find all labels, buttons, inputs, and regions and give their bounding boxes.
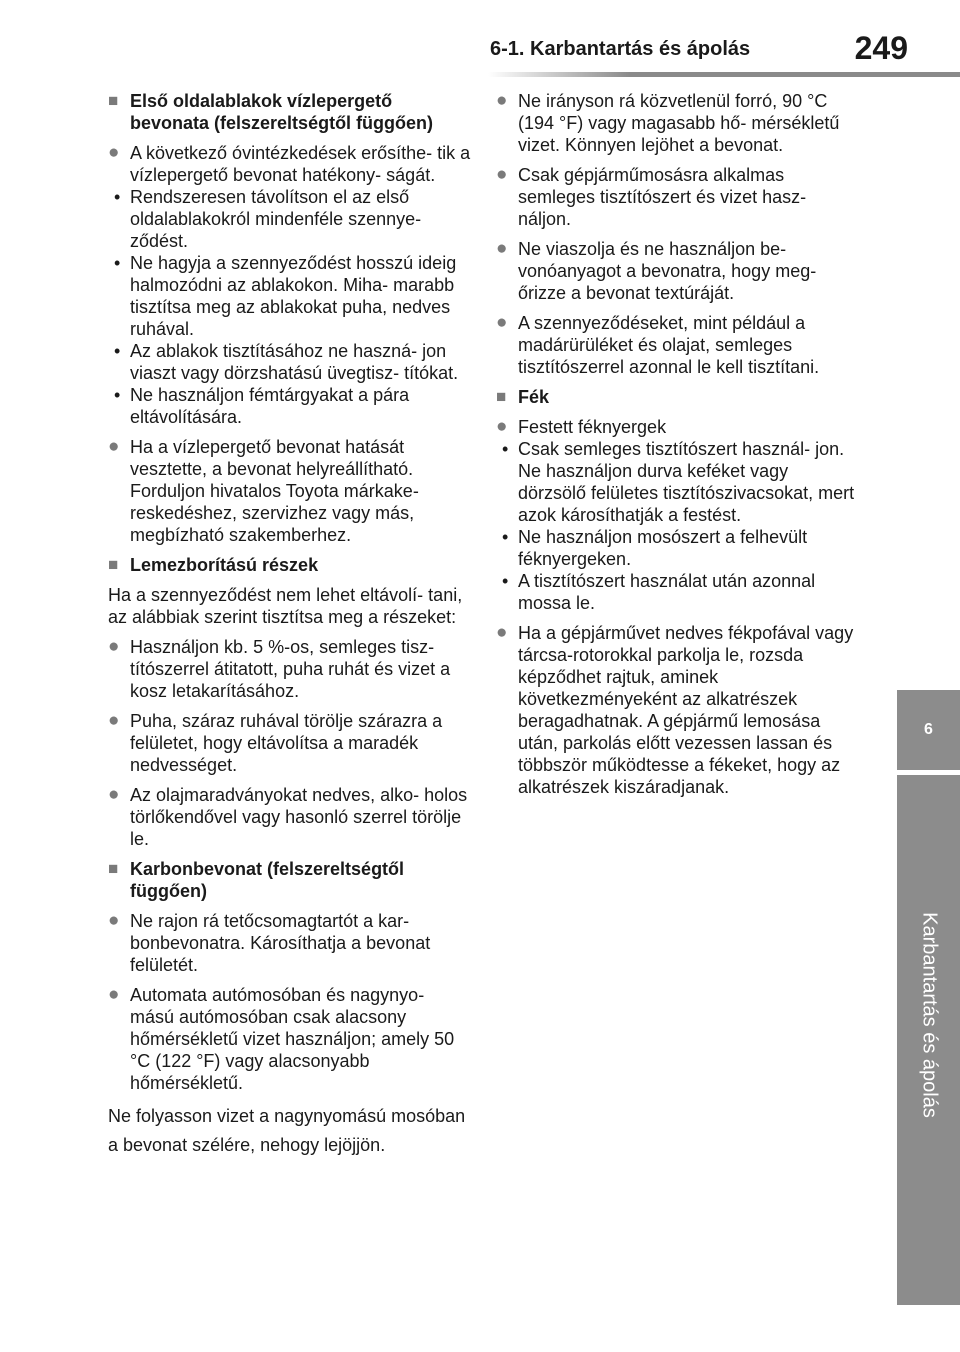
circle-bullet-icon: ● <box>496 90 508 111</box>
bullet-item <box>108 910 473 976</box>
section-heading <box>108 90 473 134</box>
bullet-text: Az olajmaradványokat nedves, alko- holos törlőkendővel vagy hasonló szerrel törölje le. <box>130 785 468 849</box>
circle-bullet-icon: ● <box>108 910 120 931</box>
sub-item-text: Ne használjon fémtárgyakat a pára eltávolítására. <box>130 385 410 427</box>
bullet-text: Ne rajon rá tetőcsomagtartót a kar- bonbevonatra. Károsíthatja a bevonat felületét. <box>130 911 431 975</box>
circle-bullet-icon: ● <box>108 142 120 163</box>
bullet-item <box>108 784 473 850</box>
dot-icon: • <box>502 439 509 459</box>
bullet-item <box>108 710 473 776</box>
chapter-title: 6-1. Karbantartás és ápolás <box>490 38 751 60</box>
bullet-item <box>108 436 473 546</box>
chapter-tab-label: Karbantartás és ápolás <box>918 912 940 1118</box>
header-rule <box>488 72 960 77</box>
right-column <box>496 90 856 806</box>
circle-bullet-icon: ● <box>496 416 508 437</box>
circle-bullet-icon: ● <box>496 238 508 259</box>
dot-icon: • <box>114 187 121 207</box>
sub-item <box>496 570 856 614</box>
dot-icon: • <box>502 571 509 591</box>
bullet-text: Használjon kb. 5 %-os, semleges tisz- títószerrel átitatott, puha ruhát és vizet a kosz letakarításához. <box>130 637 451 701</box>
circle-bullet-icon: ● <box>108 636 120 657</box>
dot-icon: • <box>114 253 121 273</box>
bullet-item <box>496 164 856 230</box>
bullet-item <box>108 142 473 186</box>
bullet-block <box>108 142 473 428</box>
sub-item <box>108 252 473 340</box>
bullet-item <box>496 416 856 438</box>
bullet-block <box>496 416 856 614</box>
sub-item-text: Ne hagyja a szennyeződést hosszú ideig halmozódni az ablakokon. Miha- marabb tisztítsa meg az ablakokat puha, nedves ruhával. <box>130 253 457 339</box>
sub-item-text: Csak semleges tisztítószert használ- jon. Ne használjon durva keféket vagy dörzsölő felületes tisztítószivacsokat, mert azok károsíthatják a festést. <box>518 439 855 525</box>
bullet-text: Automata autómosóban és nagynyo- mású autómosóban csak alacsony hőmérsékletű vizet használjon; amely 50 °C (122 °F) vagy alacsonyabb hőmérsékletű. <box>130 985 455 1093</box>
bullet-text: A következő óvintézkedések erősíthe- tik a vízlepergető bevonat hatékony- ságát. <box>130 143 471 185</box>
dot-icon: • <box>114 385 121 405</box>
left-column <box>108 90 473 1168</box>
sub-item-text: A tisztítószert használat után azonnal mossa le. <box>518 571 816 613</box>
dot-icon: • <box>114 341 121 361</box>
circle-bullet-icon: ● <box>496 164 508 185</box>
chapter-tab <box>897 775 960 1305</box>
bullet-text: Csak gépjárműmosásra alkalmas semleges tisztítószert és vizet hasz- náljon. <box>518 165 807 229</box>
section-heading <box>496 386 856 408</box>
heading-text: Első oldalablakok vízlepergető bevonata (felszereltségtől függően) <box>130 91 434 133</box>
bullet-item <box>108 636 473 702</box>
bullet-text: Ne viaszolja és ne használjon be- vonóanyagot a bevonatra, hogy meg- őrizze a bevonat textúráját. <box>518 239 817 303</box>
bullet-text: A szennyeződéseket, mint például a madárürüléket és olajat, semleges tisztítószerrel azonnal le kell tisztítani. <box>518 313 820 377</box>
paragraph: Ha a szennyeződést nem lehet eltávolí- tani, az alábbiak szerint tisztítsa meg a részeket: <box>108 585 463 627</box>
square-bullet-icon: ■ <box>496 387 507 406</box>
circle-bullet-icon: ● <box>108 710 120 731</box>
bullet-item <box>496 622 856 798</box>
chapter-tab-number: 6 <box>897 690 960 770</box>
heading-text: Lemezborítású részek <box>130 555 319 575</box>
bullet-item <box>108 984 473 1094</box>
circle-bullet-icon: ● <box>108 436 120 457</box>
circle-bullet-icon: ● <box>108 984 120 1005</box>
paragraph: Ne folyasson vizet a nagynyomású mosóban a bevonat szélére, nehogy lejöjjön. <box>108 1106 466 1155</box>
sub-list <box>108 186 473 428</box>
square-bullet-icon: ■ <box>108 91 119 110</box>
sub-item <box>108 384 473 428</box>
page-number: 249 <box>854 30 908 66</box>
sub-list <box>496 438 856 614</box>
heading-text: Karbonbevonat (felszereltségtől függően) <box>130 859 405 901</box>
sub-item <box>108 340 473 384</box>
sub-item <box>496 438 856 526</box>
section-heading <box>108 858 473 902</box>
dot-icon: • <box>502 527 509 547</box>
section-heading <box>108 554 473 576</box>
sub-item <box>496 526 856 570</box>
square-bullet-icon: ■ <box>108 555 119 574</box>
sub-item-text: Rendszeresen távolítson el az első oldalablakokról mindenféle szennye- ződést. <box>130 187 422 251</box>
bullet-item <box>496 238 856 304</box>
sub-item-text: Az ablakok tisztításához ne haszná- jon viaszt vagy dörzshatású üvegtisz- títókat. <box>130 341 459 383</box>
bullet-text: Festett féknyergek <box>518 417 667 437</box>
square-bullet-icon: ■ <box>108 859 119 878</box>
circle-bullet-icon: ● <box>496 622 508 643</box>
bullet-item <box>496 90 856 156</box>
circle-bullet-icon: ● <box>108 784 120 805</box>
bullet-text: Ha a vízlepergető bevonat hatását vesztette, a bevonat helyreállítható. Forduljon hivatalos Toyota márkake- reskedéshez, szervizhez vagy más, megbízható szakemberhez. <box>130 437 419 545</box>
bullet-text: Ne irányson rá közvetlenül forró, 90 °C (194 °F) vagy magasabb hő- mérsékletű vizet. Könnyen lejöhet a bevonat. <box>518 91 840 155</box>
heading-text: Fék <box>518 387 550 407</box>
circle-bullet-icon: ● <box>496 312 508 333</box>
bullet-item <box>496 312 856 378</box>
bullet-text: Puha, száraz ruhával törölje szárazra a felületet, hogy eltávolítsa a maradék nedvességet. <box>130 711 443 775</box>
sub-item-text: Ne használjon mosószert a felhevült féknyergeken. <box>518 527 808 569</box>
bullet-text: Ha a gépjárművet nedves fékpofával vagy tárcsa-rotorokkal parkolja le, rozsda képződhet rajtuk, aminek következményeként az alkatrészek beragadhatnak. A gépjármű lemosása után, parkolás előtt vezessen lassan és többször működtesse a fékeket, hogy az alkatrészek kiszáradjanak. <box>518 623 854 797</box>
sub-item <box>108 186 473 252</box>
